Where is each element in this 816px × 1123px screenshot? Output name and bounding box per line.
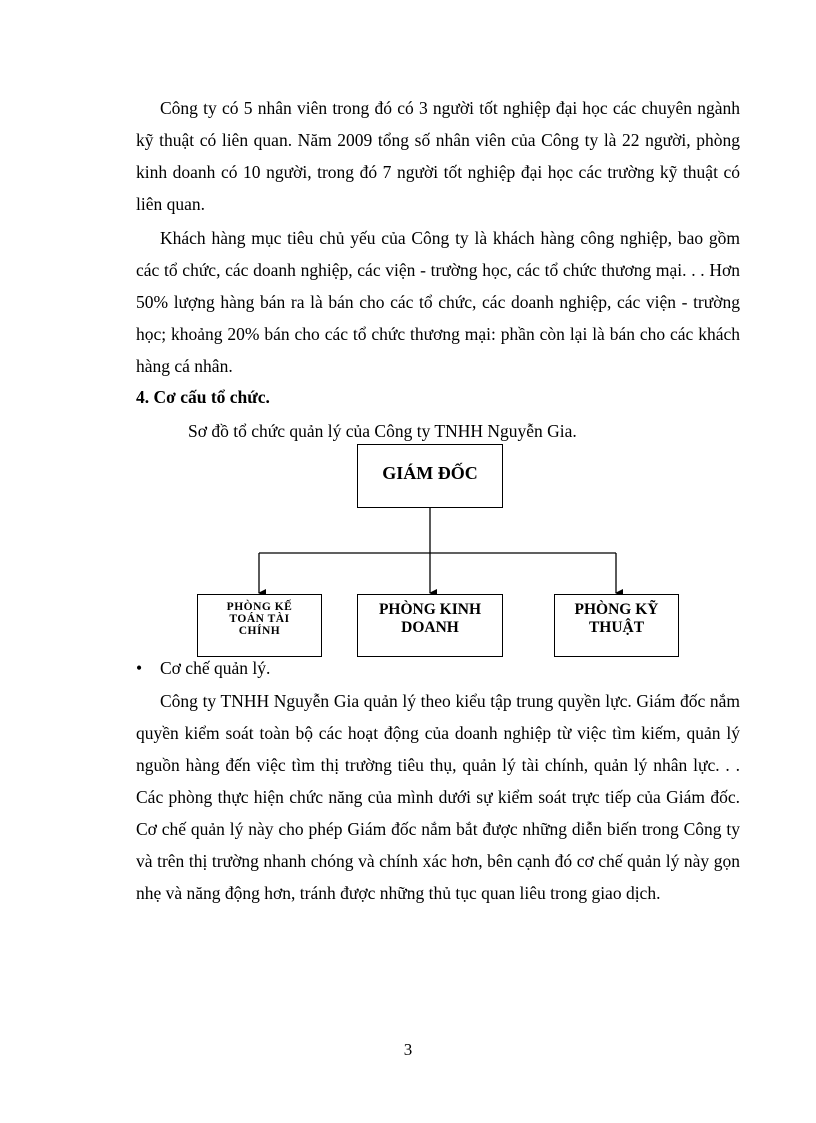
org-box-director <box>357 444 503 508</box>
page-number: 3 <box>403 1040 413 1059</box>
technical-label-line1: PHÒNG KỸ <box>574 601 659 618</box>
paragraph-staff: Công ty có 5 nhân viên trong đó có 3 người tốt nghiệp đại học các chuyên ngành kỹ thuật có liên quan. Năm 2009 tổng số nhân viên của Công ty là 22 người, phòng kinh doanh có 10 người, trong đó 7 người tốt nghiệp đại học các trường kỹ thuật có liên quan. <box>136 98 740 214</box>
technical-label-line2: THUẬT <box>588 619 645 636</box>
business-label-line2: DOANH <box>401 619 459 636</box>
org-box-technical <box>554 594 679 657</box>
bullet-text: Cơ chế quản lý. <box>160 658 271 678</box>
section-heading: 4. Cơ cấu tổ chức. <box>136 387 270 407</box>
accounting-label-line2: TOÁN TÀI <box>229 613 290 625</box>
director-label: GIÁM ĐỐC <box>382 463 478 483</box>
org-box-accounting <box>197 594 322 657</box>
accounting-label-line3: CHÍNH <box>238 625 281 637</box>
accounting-label-line1: PHÒNG KẾ <box>226 601 293 613</box>
bullet-item <box>136 654 270 682</box>
business-label-line1: PHÒNG KINH <box>378 601 482 618</box>
paragraph-management: Công ty TNHH Nguyễn Gia quản lý theo kiểu tập trung quyền lực. Giám đốc nắm quyền kiểm soát toàn bộ các hoạt động của doanh nghiệp từ việc tìm kiếm, quản lý nguồn hàng đến việc tìm thị trường tiêu thụ, quản lý tài chính, quản lý nhân lực. . . Các phòng thực hiện chức năng của mình dưới sự kiểm soát trực tiếp của Giám đốc. Cơ chế quản lý này cho phép Giám đốc nắm bắt được những diễn biến trong Công ty và trên thị trường nhanh chóng và chính xác hơn, bên cạnh đó cơ chế quản lý này gọn nhẹ và năng động hơn, tránh được những thủ tục quan liêu trong giao dịch. <box>136 691 740 903</box>
org-box-business <box>357 594 503 657</box>
paragraph-customers: Khách hàng mục tiêu chủ yếu của Công ty là khách hàng công nghiệp, bao gồm các tổ chức, các doanh nghiệp, các viện - trường học, các tổ chức thương mại. . . Hơn 50% lượng hàng bán ra là bán cho các tổ chức, các doanh nghiệp, các viện - trường học; khoảng 20% bán cho các tổ chức thương mại: phần còn lại là bán cho các khách hàng cá nhân. <box>136 228 740 376</box>
bullet-icon: • <box>136 658 143 678</box>
chart-caption: Sơ đồ tổ chức quản lý của Công ty TNHH Nguyễn Gia. <box>188 421 577 441</box>
